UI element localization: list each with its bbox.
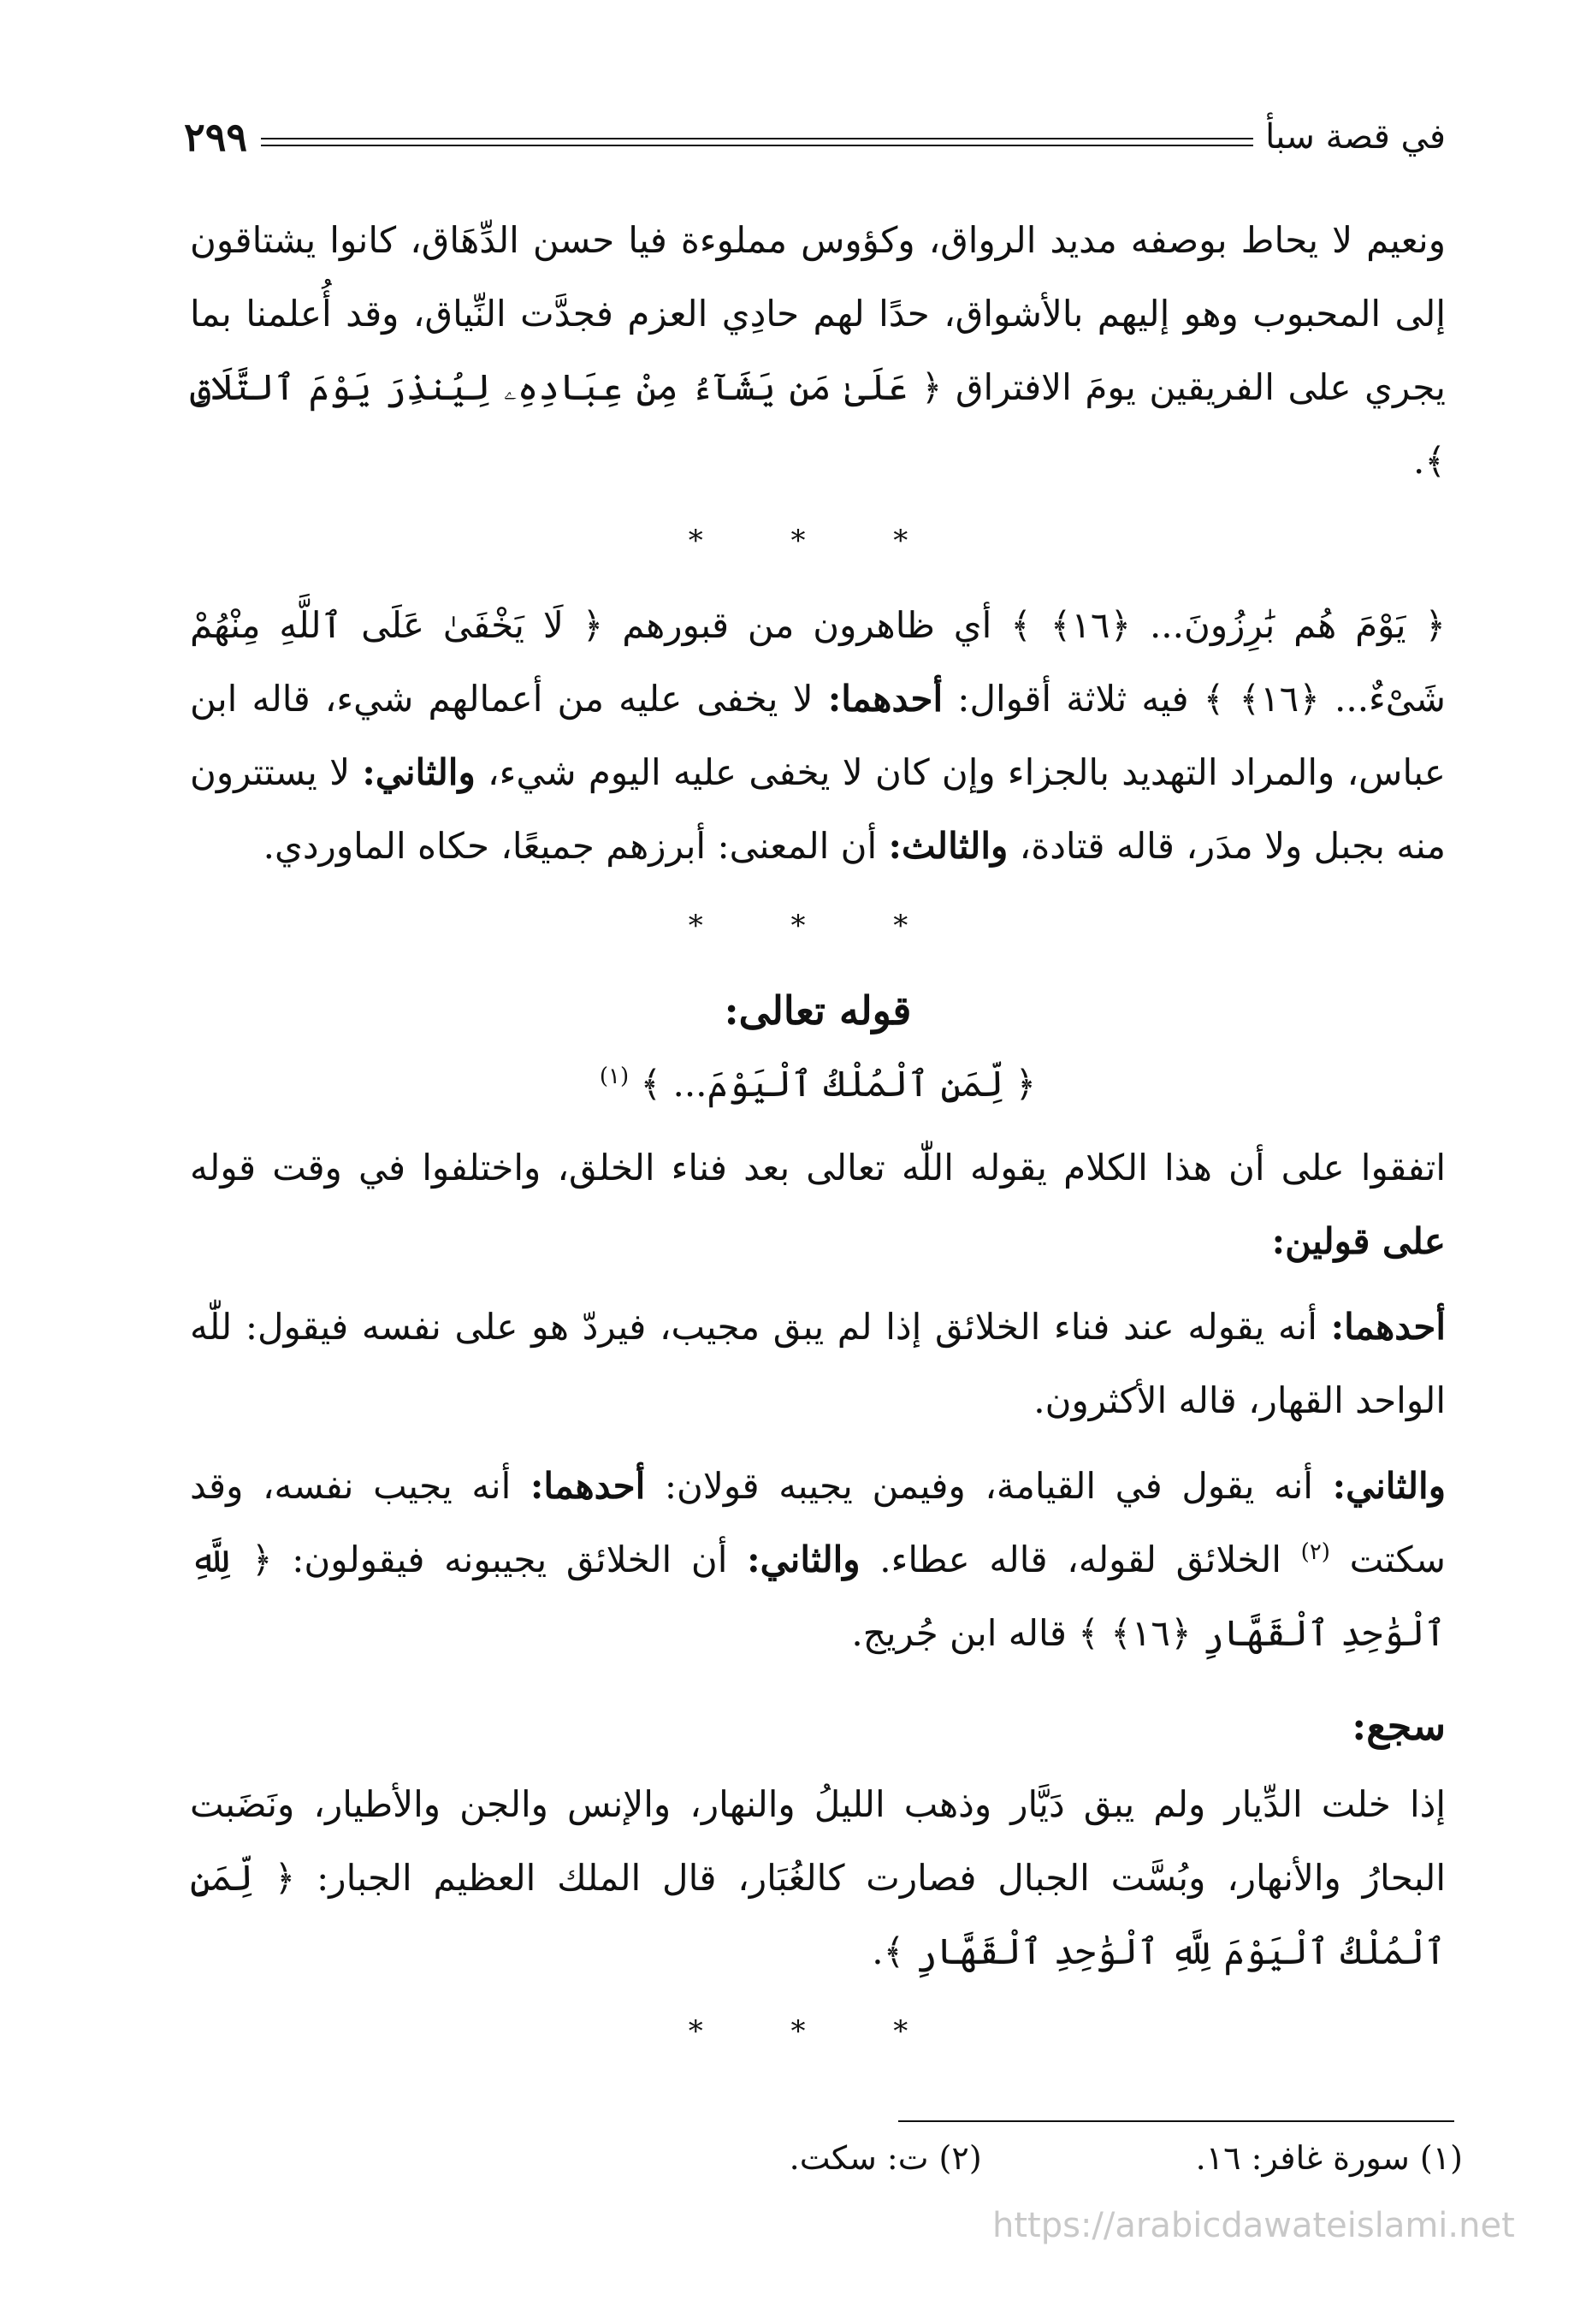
footnote-marker[interactable]: (١)	[599, 1064, 630, 1089]
page-number: ٢٩٩	[184, 114, 248, 160]
quran-verse: ﴿ يَوْمَ هُم بَٰرِزُونَ... ﴿١٦﴾ ﴾	[1010, 604, 1447, 646]
paragraph-5-text-e: قاله ابن جُريج.	[851, 1612, 1067, 1654]
opinion-label: والثالث:	[888, 825, 1009, 867]
footnote-marker[interactable]: (٢)	[1300, 1539, 1330, 1565]
paragraph-3-text: اتفقوا على أن هذا الكلام يقوله اللّٰه تعالى بعد فناء الخلق، واختلفوا في وقت قوله	[190, 1147, 1446, 1189]
paragraph-1	[190, 204, 1446, 498]
paragraph-2-text-c: لا يخفى عليه من أعمالهم شيء، قاله ابن عباس، والمراد التهديد بالجزاء وإن كان لا يخفى عليه اليوم شيء،	[190, 678, 1446, 793]
paragraph-4	[190, 1290, 1446, 1438]
paragraph-6	[190, 1768, 1446, 1989]
paragraph-2	[190, 589, 1446, 883]
paragraph-2-text-e: أن المعنى: أبرزهم جميعًا، حكاه الماوردي.	[263, 825, 878, 867]
footnotes	[530, 2139, 1463, 2177]
section-separator: * * *	[688, 909, 948, 943]
paragraph-3	[190, 1131, 1446, 1278]
paragraph-4-text: أنه يقوله عند فناء الخلائق إذا لم يبق مجيب، فيردّ هو على نفسه فيقول: للّٰه الواحد القهار، قاله الأكثرون.	[190, 1306, 1446, 1421]
section-heading: قوله تعالى:	[724, 987, 912, 1034]
paragraph-5-text-a: أنه يقول في القيامة، وفيمن يجيبه قولان:	[664, 1465, 1313, 1507]
quran-verse: ﴿ لِّمَنِ ٱلْمُلْكُ ٱلْيَوْمَ لِلَّهِ ٱلْوَٰحِدِ ٱلْقَهَّارِ ﴾	[190, 1857, 1446, 1972]
footnote-1: (١) سورة غافر: ١٦.	[1195, 2139, 1463, 2177]
quran-verse: ﴿ لَا يَخْفَىٰ عَلَى ٱللَّهِ مِنْهُمْ شَىْءٌ... ﴿١٦﴾ ﴾	[190, 604, 1447, 720]
page-header	[184, 111, 1446, 163]
section-separator: * * *	[688, 2014, 948, 2048]
paragraph-5-text-c: الخلائق لقوله، قاله عطاء.	[879, 1538, 1281, 1580]
opinion-label: والثاني:	[1332, 1465, 1446, 1507]
watermark-url: https://arabicdawateislami.net	[992, 2206, 1515, 2245]
paragraph-5-text-b: أنه يجيب نفسه، وقد سكتت	[190, 1465, 1446, 1580]
opinion-label: والثاني:	[747, 1538, 861, 1580]
header-rule	[261, 138, 1253, 146]
paragraph-2-text-b: فيه ثلاثة أقوال:	[957, 678, 1189, 720]
paragraph-5	[190, 1450, 1446, 1670]
paragraph-5-text-d: أن الخلائق يجيبونه فيقولون:	[292, 1538, 728, 1580]
footnote-2: (٢) ت: سكت.	[789, 2139, 982, 2177]
paragraph-1-text: ونعيم لا يحاط بوصفه مديد الرواق، وكؤوس مملوءة فيا حسن الدِّهَاق، كانوا يشتاقون إلى المحبوب وهو إليهم بالأشواق، حدًا لهم حادِي العزم فجدَّت النِّياق، وقد أُعلمنا بما يجري على الفريقين يومَ الافتراق	[190, 219, 1446, 408]
sub-heading: سجع:	[1352, 1703, 1446, 1749]
paragraph-3-bold: على قولين:	[1271, 1220, 1446, 1262]
paragraph-6-text: إذا خلت الدِّيار ولم يبق دَيَّار وذهب الليلُ والنهار، والإنس والجن والأطيار، ونَضَبت البحارُ والأنهار، وبُسَّت الجبال فصارت كالغُبَار، قال الملك العظيم الجبار:	[190, 1783, 1446, 1899]
quran-verse: ﴿ لِلَّهِ ٱلْوَٰحِدِ ٱلْقَهَّارِ ﴿١٦﴾ ﴾	[190, 1538, 1446, 1654]
opinion-label: والثاني:	[362, 751, 476, 793]
page-body	[190, 204, 1446, 2079]
section-verse-line	[190, 1047, 1446, 1121]
section-separator: * * *	[688, 524, 948, 558]
footnote-rule	[898, 2120, 1454, 2122]
opinion-label: أحدهما:	[827, 678, 944, 720]
paragraph-2-text-a: أي ظاهرون من قبورهم	[622, 604, 992, 646]
opinion-label: أحدهما:	[530, 1465, 646, 1507]
quran-verse: ﴿ لِّمَنِ ٱلْمُلْكُ ٱلْيَوْمَ... ﴾	[640, 1063, 1037, 1105]
opinion-label: أحدهما:	[1330, 1306, 1446, 1348]
quran-verse: ﴿ عَلَىٰ مَن يَشَآءُ مِنْ عِبَادِهِۦ لِيُنذِرَ يَوْمَ ٱلتَّلَاقِ ﴾	[190, 366, 1446, 482]
running-title: في قصة سبأ	[1265, 117, 1446, 157]
paragraph-6-end: .	[872, 1930, 884, 1972]
paragraph-1-end: .	[1413, 440, 1425, 482]
paragraph-2-text-d: لا يستترون منه بجبل ولا مدَر، قاله قتادة،	[190, 751, 1446, 867]
